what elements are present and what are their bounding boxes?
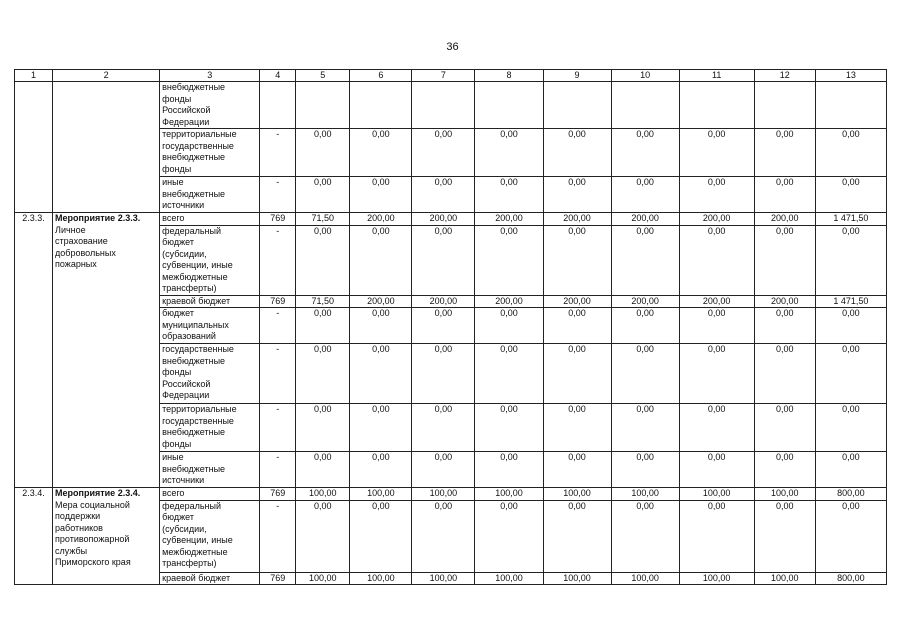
value-cell-col-8: 0,00: [475, 129, 543, 177]
value-cell-col-12: 0,00: [754, 129, 815, 177]
value-cell-col-7: 0,00: [412, 344, 475, 404]
value-cell-col-11: 100,00: [679, 488, 754, 501]
funding-source: всего: [160, 213, 260, 226]
value-cell-col-11: 0,00: [679, 129, 754, 177]
value-cell-col-9: 0,00: [543, 500, 611, 572]
value-cell-col-10: 0,00: [611, 344, 679, 404]
budget-code: 769: [260, 295, 296, 308]
budget-code: 769: [260, 572, 296, 585]
value-cell-col-11: 0,00: [679, 404, 754, 452]
value-cell-col-5: 71,50: [296, 213, 350, 226]
value-cell-col-5: 100,00: [296, 572, 350, 585]
value-cell-col-12: [754, 82, 815, 129]
budget-code: -: [260, 129, 296, 177]
value-cell-col-5: 0,00: [296, 452, 350, 488]
column-header-4: 4: [260, 70, 296, 82]
column-header-8: 8: [475, 70, 543, 82]
value-cell-col-7: 0,00: [412, 225, 475, 295]
funding-source: территориальные государственные внебюджетные фонды: [160, 129, 260, 177]
value-cell-col-9: 0,00: [543, 177, 611, 213]
value-cell-col-7: 200,00: [412, 213, 475, 226]
table-row: [15, 213, 887, 226]
value-cell-col-9: [543, 82, 611, 129]
value-cell-col-10: 0,00: [611, 308, 679, 344]
value-cell-col-6: 100,00: [350, 488, 412, 501]
value-cell-col-7: [412, 82, 475, 129]
value-cell-col-5: [296, 82, 350, 129]
value-cell-col-11: 200,00: [679, 213, 754, 226]
value-cell-col-7: 0,00: [412, 500, 475, 572]
value-cell-col-6: 100,00: [350, 572, 412, 585]
value-cell-col-8: 200,00: [475, 295, 543, 308]
funding-source: федеральный бюджет (субсидии, субвенции, иные межбюджетные трансферты): [160, 500, 260, 572]
value-cell-col-12: 200,00: [754, 213, 815, 226]
budget-code: 769: [260, 488, 296, 501]
budget-code: -: [260, 344, 296, 404]
value-cell-col-5: 0,00: [296, 404, 350, 452]
value-cell-col-5: 0,00: [296, 225, 350, 295]
page-number: 36: [446, 41, 459, 53]
value-cell-col-6: 0,00: [350, 404, 412, 452]
value-cell-col-11: 0,00: [679, 344, 754, 404]
value-cell-col-12: 0,00: [754, 308, 815, 344]
value-cell-col-8: 0,00: [475, 225, 543, 295]
column-header-6: 6: [350, 70, 412, 82]
value-cell-col-13: 0,00: [815, 225, 886, 295]
value-cell-col-9: 100,00: [543, 572, 611, 585]
value-cell-col-5: 0,00: [296, 344, 350, 404]
value-cell-col-10: 0,00: [611, 404, 679, 452]
column-header-row: [15, 70, 887, 82]
column-header-5: 5: [296, 70, 350, 82]
value-cell-col-10: 0,00: [611, 500, 679, 572]
budget-code: -: [260, 404, 296, 452]
value-cell-col-5: 0,00: [296, 177, 350, 213]
value-cell-col-6: 0,00: [350, 177, 412, 213]
value-cell-col-11: 0,00: [679, 225, 754, 295]
value-cell-col-12: 0,00: [754, 177, 815, 213]
value-cell-col-8: 0,00: [475, 404, 543, 452]
value-cell-col-5: 100,00: [296, 488, 350, 501]
measure-name: [53, 488, 160, 585]
table-row: [15, 82, 887, 129]
value-cell-col-10: 100,00: [611, 488, 679, 501]
value-cell-col-5: 0,00: [296, 308, 350, 344]
value-cell-col-11: [679, 82, 754, 129]
column-header-7: 7: [412, 70, 475, 82]
value-cell-col-10: 0,00: [611, 129, 679, 177]
funding-source: внебюджетные фонды Российской Федерации: [160, 82, 260, 129]
value-cell-col-13: [815, 82, 886, 129]
budget-code: 769: [260, 213, 296, 226]
value-cell-col-12: 100,00: [754, 572, 815, 585]
value-cell-col-9: 200,00: [543, 213, 611, 226]
column-header-13: 13: [815, 70, 886, 82]
value-cell-col-7: 100,00: [412, 572, 475, 585]
value-cell-col-8: 0,00: [475, 308, 543, 344]
value-cell-col-8: 200,00: [475, 213, 543, 226]
value-cell-col-5: 0,00: [296, 129, 350, 177]
budget-code: [260, 82, 296, 129]
value-cell-col-7: 0,00: [412, 177, 475, 213]
value-cell-col-6: 0,00: [350, 225, 412, 295]
value-cell-col-11: 0,00: [679, 308, 754, 344]
budget-code: -: [260, 308, 296, 344]
table-body: [15, 82, 887, 585]
funding-source: иные внебюджетные источники: [160, 452, 260, 488]
value-cell-col-10: 0,00: [611, 452, 679, 488]
value-cell-col-8: 0,00: [475, 452, 543, 488]
value-cell-col-7: 200,00: [412, 295, 475, 308]
value-cell-col-7: 0,00: [412, 452, 475, 488]
value-cell-col-10: 200,00: [611, 213, 679, 226]
value-cell-col-9: 0,00: [543, 452, 611, 488]
column-header-10: 10: [611, 70, 679, 82]
measure-number: [15, 82, 53, 213]
measure-name: [53, 213, 160, 488]
value-cell-col-11: 200,00: [679, 295, 754, 308]
value-cell-col-13: 0,00: [815, 129, 886, 177]
value-cell-col-13: 1 471,50: [815, 295, 886, 308]
measure-title: Мероприятие 2.3.4.: [55, 488, 141, 498]
value-cell-col-12: 0,00: [754, 344, 815, 404]
value-cell-col-6: 0,00: [350, 344, 412, 404]
funding-source: бюджет муниципальных образований: [160, 308, 260, 344]
value-cell-col-6: 200,00: [350, 213, 412, 226]
value-cell-col-12: 200,00: [754, 295, 815, 308]
measure-description: Личное страхование добровольных пожарных: [55, 224, 116, 269]
value-cell-col-6: 0,00: [350, 129, 412, 177]
column-header-1: 1: [15, 70, 53, 82]
value-cell-col-13: 1 471,50: [815, 213, 886, 226]
column-header-9: 9: [543, 70, 611, 82]
value-cell-col-9: 0,00: [543, 404, 611, 452]
value-cell-col-13: 0,00: [815, 177, 886, 213]
funding-source: государственные внебюджетные фонды Российской Федерации: [160, 344, 260, 404]
value-cell-col-11: 0,00: [679, 177, 754, 213]
measure-description: Мера социальной поддержки работников противопожарной службы Приморского края: [55, 499, 131, 567]
budget-table: [14, 69, 887, 585]
value-cell-col-9: 0,00: [543, 129, 611, 177]
value-cell-col-11: 100,00: [679, 572, 754, 585]
measure-number: 2.3.3.: [15, 213, 53, 488]
value-cell-col-8: 100,00: [475, 572, 543, 585]
value-cell-col-8: 100,00: [475, 488, 543, 501]
value-cell-col-12: 0,00: [754, 500, 815, 572]
value-cell-col-6: 0,00: [350, 308, 412, 344]
value-cell-col-6: 0,00: [350, 500, 412, 572]
value-cell-col-9: 100,00: [543, 488, 611, 501]
value-cell-col-8: 0,00: [475, 177, 543, 213]
value-cell-col-13: 0,00: [815, 404, 886, 452]
value-cell-col-9: 0,00: [543, 308, 611, 344]
value-cell-col-13: 0,00: [815, 452, 886, 488]
budget-code: -: [260, 500, 296, 572]
funding-source: краевой бюджет: [160, 295, 260, 308]
column-header-11: 11: [679, 70, 754, 82]
value-cell-col-8: [475, 82, 543, 129]
budget-code: -: [260, 177, 296, 213]
value-cell-col-5: 71,50: [296, 295, 350, 308]
value-cell-col-13: 800,00: [815, 488, 886, 501]
value-cell-col-12: 100,00: [754, 488, 815, 501]
measure-number: 2.3.4.: [15, 488, 53, 585]
funding-source: территориальные государственные внебюджетные фонды: [160, 404, 260, 452]
budget-code: -: [260, 225, 296, 295]
value-cell-col-8: 0,00: [475, 344, 543, 404]
value-cell-col-7: 0,00: [412, 129, 475, 177]
value-cell-col-8: 0,00: [475, 500, 543, 572]
value-cell-col-13: 800,00: [815, 572, 886, 585]
column-header-12: 12: [754, 70, 815, 82]
table-row: [15, 488, 887, 501]
funding-source: иные внебюджетные источники: [160, 177, 260, 213]
value-cell-col-7: 100,00: [412, 488, 475, 501]
value-cell-col-7: 0,00: [412, 308, 475, 344]
value-cell-col-11: 0,00: [679, 452, 754, 488]
value-cell-col-13: 0,00: [815, 344, 886, 404]
value-cell-col-9: 200,00: [543, 295, 611, 308]
value-cell-col-10: 0,00: [611, 225, 679, 295]
budget-code: -: [260, 452, 296, 488]
value-cell-col-10: 100,00: [611, 572, 679, 585]
funding-source: краевой бюджет: [160, 572, 260, 585]
value-cell-col-9: 0,00: [543, 225, 611, 295]
measure-name: [53, 82, 160, 213]
value-cell-col-11: 0,00: [679, 500, 754, 572]
value-cell-col-12: 0,00: [754, 225, 815, 295]
measure-title: Мероприятие 2.3.3.: [55, 213, 141, 223]
column-header-2: 2: [53, 70, 160, 82]
value-cell-col-12: 0,00: [754, 452, 815, 488]
value-cell-col-6: 0,00: [350, 452, 412, 488]
value-cell-col-10: 0,00: [611, 177, 679, 213]
value-cell-col-7: 0,00: [412, 404, 475, 452]
value-cell-col-13: 0,00: [815, 500, 886, 572]
value-cell-col-5: 0,00: [296, 500, 350, 572]
value-cell-col-12: 0,00: [754, 404, 815, 452]
value-cell-col-10: [611, 82, 679, 129]
funding-source: всего: [160, 488, 260, 501]
value-cell-col-9: 0,00: [543, 344, 611, 404]
value-cell-col-6: 200,00: [350, 295, 412, 308]
value-cell-col-10: 200,00: [611, 295, 679, 308]
value-cell-col-6: [350, 82, 412, 129]
column-header-3: 3: [160, 70, 260, 82]
value-cell-col-13: 0,00: [815, 308, 886, 344]
funding-source: федеральный бюджет (субсидии, субвенции, иные межбюджетные трансферты): [160, 225, 260, 295]
